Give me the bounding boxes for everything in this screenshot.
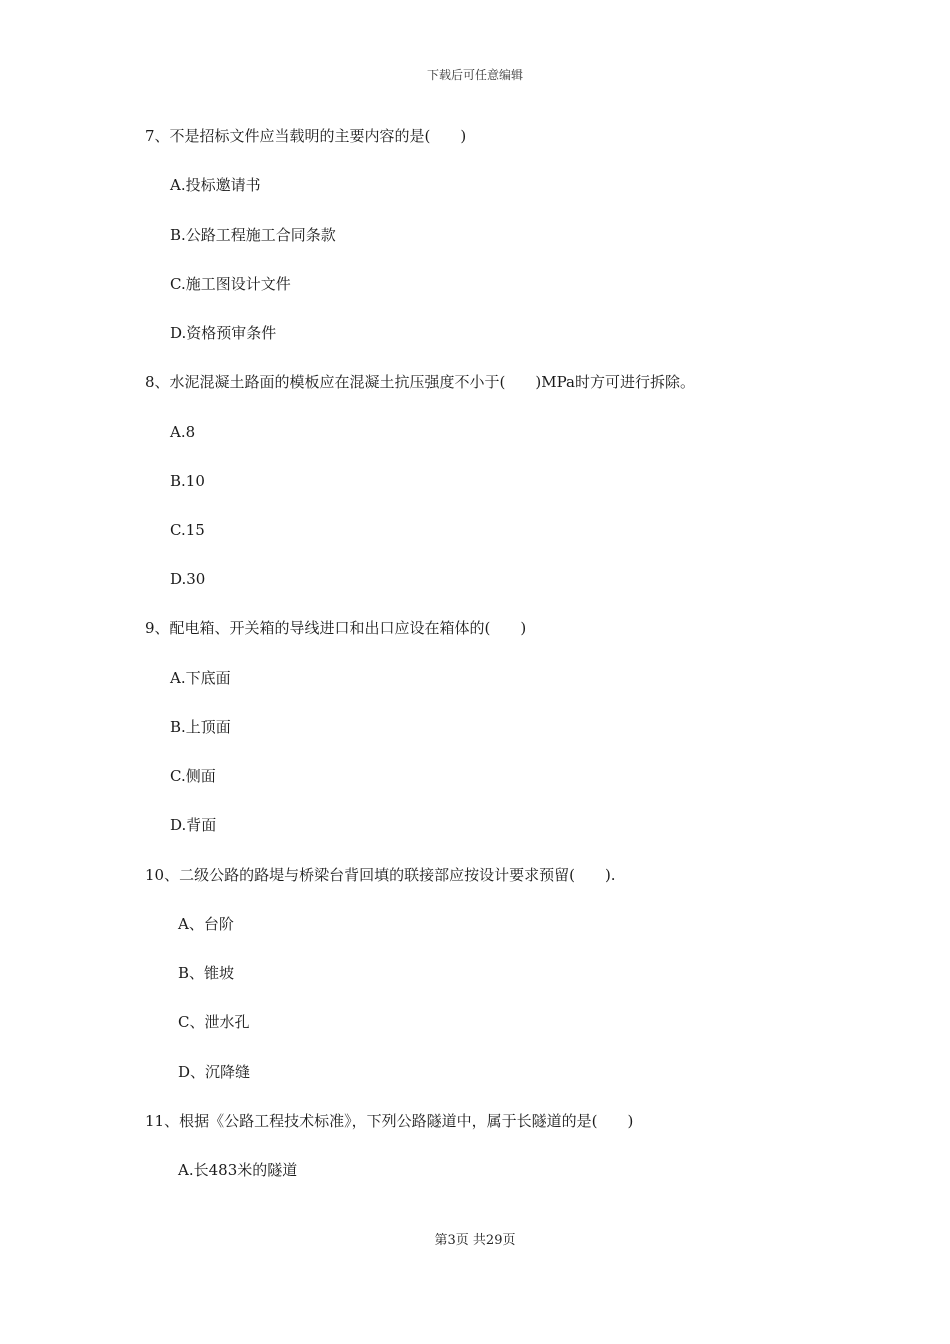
question-7-option-c: C.施工图设计文件 [170, 275, 291, 293]
page-footer: 第3页 共29页 [434, 1233, 516, 1248]
question-11-option-a: A.长483米的隧道 [178, 1161, 298, 1179]
question-11-stem: 11、根据《公路工程技术标准》，下列公路隧道中，属于长隧道的是( ) [145, 1112, 634, 1130]
question-8-option-b: B.10 [170, 472, 205, 490]
question-7-option-d: D.资格预审条件 [170, 324, 277, 342]
question-8-stem: 8、水泥混凝土路面的模板应在混凝土抗压强度不小于( )MPa时方可进行拆除。 [145, 373, 695, 391]
question-8-option-a: A.8 [170, 423, 196, 441]
question-9-option-c: C.侧面 [170, 767, 216, 785]
question-9-option-b: B.上顶面 [170, 718, 231, 736]
question-7-option-a: A.投标邀请书 [170, 176, 261, 194]
question-7-stem: 7、不是招标文件应当载明的主要内容的是( ) [145, 127, 467, 145]
question-10-option-a: A、台阶 [178, 915, 234, 933]
question-8-option-c: C.15 [170, 521, 205, 539]
question-10-stem: 10、二级公路的路堤与桥梁台背回填的联接部应按设计要求预留( ). [145, 866, 616, 884]
question-9-option-a: A.下底面 [170, 669, 231, 687]
question-10-option-d: D、沉降缝 [178, 1063, 251, 1081]
question-9-stem: 9、配电箱、开关箱的导线进口和出口应设在箱体的( ) [145, 619, 527, 637]
page-header: 下载后可任意编辑 [426, 68, 523, 82]
question-8-option-d: D.30 [170, 570, 206, 588]
question-7-option-b: B.公路工程施工合同条款 [170, 226, 336, 244]
question-10-option-c: C、泄水孔 [178, 1013, 250, 1031]
question-10-option-b: B、锥坡 [178, 964, 235, 982]
question-9-option-d: D.背面 [170, 816, 217, 834]
